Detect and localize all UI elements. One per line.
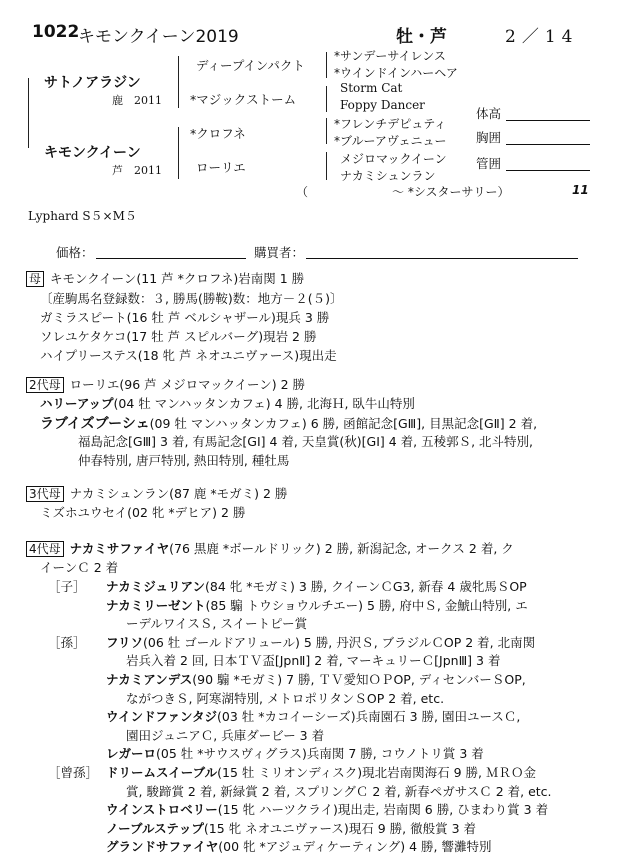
descendant-name: グランドサファイヤ [106,839,219,855]
generation-label: ［曾孫］ [48,765,99,780]
g2-foal-2 [40,413,537,433]
descendant-row [48,726,324,744]
cannon-label: 管囲 [476,156,502,171]
dam-dam: ローリエ [196,160,246,175]
descendant-row [48,670,526,688]
height-field[interactable] [506,120,590,121]
g3-foal-1: ミズホユウセイ(02 牝 *デヒア) 2 勝 [40,505,246,520]
dam-meta: 芦 2011 [112,164,162,177]
dam-record: 〔産駒馬名登録数：３, 勝馬(勝鞍)数：地方－２(５)〕 [40,291,343,306]
g2-foal-2-text: (09 牡 マンハッタンカフェ) 6 勝, 函館記念[GⅢ], 目黒記念[GⅡ] 2 着, [149,416,538,431]
descendant-text: (00 牝 *アジュディケーティング) 4 勝, 響灘特別 [218,839,492,855]
sire-name: サトノアラジン [44,75,141,91]
descendant-row [48,782,552,800]
descendant-text: 園田ジュニアＣ, 兵庫ダービー 3 着 [126,727,325,743]
descendant-row [48,837,491,855]
g2-foal-1-name: ハリーアップ [40,396,114,411]
sds: Storm Cat [340,81,403,95]
descendant-name: ウインストロベリー [106,802,218,818]
g4-cont: イーンＣ 2 着 [40,560,119,575]
sire-sire: ディープインパクト [196,58,305,73]
g4-line: (76 黒鹿 *ボールドリック) 2 勝, 新潟記念, オークス 2 着, ク [169,541,514,556]
g4-name: ナカミサファイヤ [69,541,170,556]
cannon-field[interactable] [506,170,590,171]
descendant-row [48,689,444,707]
descendant-row [48,819,476,837]
dam-section [26,269,304,287]
descendant-text: (90 騸 *モガミ) 7 勝, ＴＶ愛知ＯＰOP, ディセンバーＳOP, [192,672,526,687]
descendant-text: 岩兵入着 2 回, 日本ＴＶ盃[JpnⅡ] 2 着, マーキュリーＣ[JpnⅢ] 3 着 [126,653,501,669]
dam-foal-1: ガミラスピート(16 牡 芦 ベルシャザール)現兵 3 勝 [40,310,330,325]
buyer-field[interactable] [306,258,578,259]
dam-sire: *クロフネ [190,126,246,141]
descendant-text: (03 牡 *カコイーシーズ)兵南園石 3 勝, 園田ユースＣ, [217,709,521,725]
chest-field[interactable] [506,144,590,145]
descendant-row [48,577,527,595]
descendant-row [48,744,484,762]
dss: *フレンチデピュティ [334,117,447,131]
g3-section [26,484,287,502]
descendant-name: ドリームスイーブル [106,765,218,780]
descendant-text: (15 牝 ネオユニヴァース)現石 9 勝, 徹般賞 3 着 [203,820,476,836]
ssd: *ウインドインハーヘア [334,66,458,80]
descendant-text: (85 騸 トウショウルチエー) 5 勝, 府中Ｓ, 金鯱山特別, エ [205,597,528,613]
horse-title: キモンクイーン2019 [78,27,239,47]
descendant-row [48,614,307,632]
generation-label: ［子］ [48,579,86,594]
g2-section [26,375,305,393]
g2-cont-1: 福島記念[GⅢ] 3 着, 有馬記念[GⅠ] 4 着, 天皇賞(秋)[GⅠ] 4 着, 五稜郭Ｓ, 北斗特別, [78,434,534,449]
g2-tag: 2代母 [26,377,64,393]
dam-foal-3: ハイプリーステス(18 牝 芦 ネオユニヴァース)現出走 [40,348,337,363]
dam-foal-2: ソレユケタケコ(17 牡 芦 スピルバーグ)現岩 2 勝 [40,329,317,344]
descendant-row [48,651,500,669]
price-field[interactable] [96,258,246,259]
g2-line: ローリエ(96 芦 メジロマックイーン) 2 勝 [69,377,306,392]
descendant-row [48,633,535,651]
g3-tag: 3代母 [26,486,64,502]
inbreeding: Lyphard S５×M５ [28,209,137,223]
dam-name: キモンクイーン [44,145,141,161]
descendant-name: ノーブルステップ [106,820,204,836]
sire-meta: 鹿 2011 [112,94,162,107]
descendant-name: ナカミリーゼント [106,597,206,613]
g3-line: ナカミシュンラン(87 鹿 *モガミ) 2 勝 [69,486,288,501]
descendant-text: ながつきＳ, 阿寒湖特別, メトロポリタンＳOP 2 着, etc. [126,690,445,706]
buyer-label: 購買者： [254,245,305,260]
lot-number: 1022 [32,22,80,42]
descendant-name: フリソ [106,634,144,650]
descendant-row [48,763,536,781]
descendant-row [48,596,528,614]
descendant-row [48,707,520,725]
sex-color: 牡・芦 [396,27,447,47]
descendant-text: 賞, 駿蹄賞 2 着, 新緑賞 2 着, スプリングＣ 2 着, 新春ペガサスＣ 2 着, etc. [126,783,552,799]
height-label: 体高 [476,106,502,121]
descendant-text: (15 牝 ハーツクライ)現出走, 岩南関 6 勝, ひまわり賞 3 着 [217,802,549,818]
page-date: 2／14 [505,27,579,47]
dds: メジロマックイーン [340,152,447,166]
dam-line: キモンクイーン(11 芦 *クロフネ)岩南関 1 勝 [50,271,305,286]
g4-tag: 4代母 [26,541,64,557]
family-number: 11 [572,183,589,197]
chest-label: 胸囲 [476,130,502,145]
descendant-name: ウインドファンタジ [106,709,218,725]
price-label: 価格： [56,245,94,260]
descendant-row [48,800,548,818]
descendant-text: ーデルワイスＳ, スイートピー賞 [126,616,308,632]
g2-cont-2: 仲春特別, 唐戸特別, 熱田特別, 種牡馬 [78,453,290,468]
dsd: *ブルーアヴェニュー [334,134,447,148]
sire-dam: *マジックストーム [190,92,297,107]
descendant-text: (15 牡 ミリオンディスク)現北岩南関海石 9 勝, ＭＲＯ金 [217,765,536,780]
g2-foal-1 [40,394,415,412]
ddd: ナカミシュンラン [340,169,436,183]
descendant-name: ナカミジュリアン [106,579,206,594]
g2-foal-1-text: (04 牡 マンハッタンカフェ) 4 勝, 北海Ｈ, 臥牛山特別 [113,396,415,411]
descendant-name: レガーロ [106,746,157,762]
g2-foal-2-name: ラブイズブーシェ [40,416,150,432]
descendant-name: ナカミアンデス [106,672,193,687]
dam-tag: 母 [26,271,44,287]
descendant-text: (06 牡 ゴールドアリュール) 5 勝, 丹沢Ｓ, ブラジルＣOP 2 着, 北南関 [143,634,536,650]
female-line: （ ～ *シスターサリー） [296,185,510,199]
sss: *サンデーサイレンス [334,49,446,63]
descendant-text: (84 牝 *モガミ) 3 勝, クイーンＣG3, 新春 4 歳牝馬ＳOP [205,579,527,594]
generation-label: ［孫］ [48,634,86,650]
sdd: Foppy Dancer [340,98,425,112]
descendant-text: (05 牡 *サウスヴィグラス)兵南関 7 勝, コウノトリ賞 3 着 [156,746,484,762]
g4-section [26,539,514,557]
